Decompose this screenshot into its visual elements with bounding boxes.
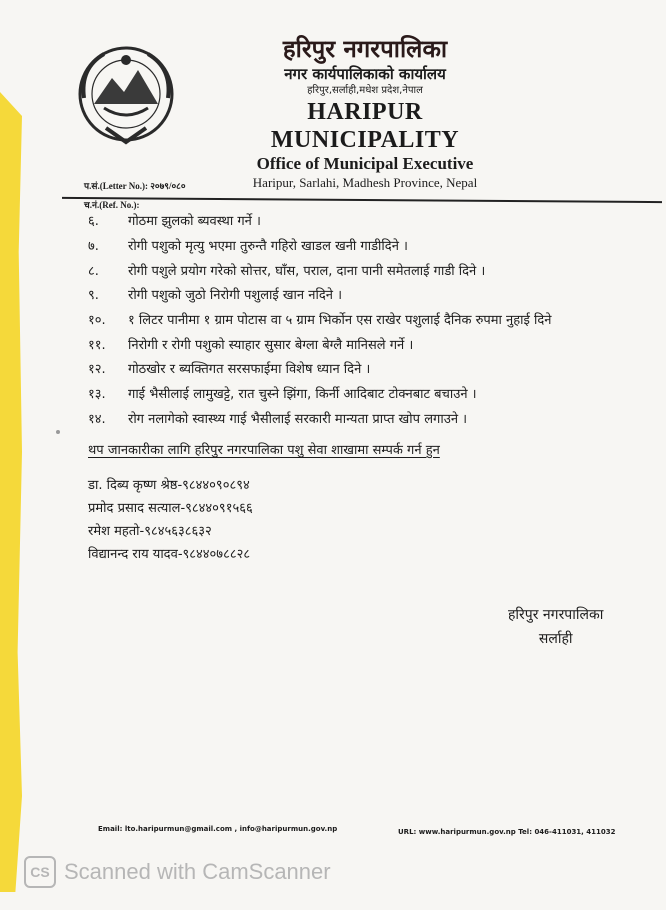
address-np: हरिपुर,सर्लाही,मधेश प्रदेश,नेपाल [307, 85, 423, 96]
list-item-text: गोठखोर र ब्यक्तिगत सरसफाईमा विशेष ध्यान दिने । [128, 362, 371, 378]
contact-entry: विद्यानन्द राय यादव-९८४४०७८८२८ [88, 547, 251, 562]
list-item-number: ६. [88, 214, 99, 230]
letterhead [210, 34, 520, 191]
list-item [88, 331, 648, 356]
list-item [88, 307, 648, 332]
list-item-text: १ लिटर पानीमा १ ग्राम पोटास वा ५ ग्राम भिर्कोन एस राखेर पशुलाई दैनिक रुपमा नुहाई दिने [128, 313, 552, 329]
list-item-text: रोगी पशुले प्रयोग गरेको सोत्तर, घाँस, पराल, दाना पानी समेतलाई गाडी दिने । [128, 263, 486, 279]
camscanner-watermark [24, 856, 331, 888]
reference-number: च.नं.(Ref. No.): [84, 200, 140, 210]
municipality-name-np: हरिपुर नगरपालिका [282, 35, 448, 63]
instruction-list [88, 208, 648, 430]
letter-number: प.सं.(Letter No.): २०७९/०८० [84, 181, 186, 191]
camscanner-logo-icon: CS [24, 856, 56, 888]
list-item [88, 381, 648, 406]
yellow-paper-edge [0, 92, 22, 892]
contact-entry: रमेश महतो-९८४५६३८६३२ [88, 524, 212, 539]
list-item-number: १०. [88, 313, 106, 329]
signature-line-1: हरिपुर नगरपालिका [508, 607, 604, 623]
list-item [88, 233, 648, 258]
list-item-number: १२. [88, 362, 106, 378]
address-en: Haripur, Sarlahi, Madhesh Province, Nepal [252, 175, 478, 190]
list-item-number: ७. [88, 239, 99, 255]
footer-url: URL: www.haripurmun.gov.np Tel: 046-411031, 411032 [398, 828, 616, 836]
list-item-text: रोगी पशुको जुठो निरोगी पशुलाई खान नदिने । [128, 288, 343, 304]
list-item [88, 356, 648, 381]
list-item [88, 257, 648, 282]
footer-email: Email: lto.haripurmun@gmail.com , info@haripurmun.gov.np [98, 825, 338, 833]
list-item-number: ९. [88, 288, 99, 304]
signature-line-2: सर्लाही [538, 631, 573, 647]
list-item-text: रोगी पशुको मृत्यु भएमा तुरुन्तै गहिरो खाडल खनी गाडीदिने । [128, 239, 408, 255]
list-item-text: रोग नलागेको स्वास्थ्य गाई भैसीलाई सरकारी मान्यता प्राप्त खोप लगाउने । [128, 411, 468, 427]
municipality-name-en: HARIPUR MUNICIPALITY [270, 99, 460, 153]
watermark-text: Scanned with CamScanner [64, 859, 331, 884]
contact-list [88, 474, 253, 566]
list-item [88, 282, 648, 307]
scan-mark [56, 430, 60, 434]
list-item-number: ११. [88, 337, 106, 353]
list-item-number: ८. [88, 263, 99, 279]
office-name-en: Office of Municipal Executive [256, 154, 474, 173]
nepal-emblem-icon [70, 38, 182, 150]
contact-entry: डा. दिब्य कृष्ण श्रेष्ठ-९८४४०९०८९४ [88, 478, 250, 493]
office-name-np: नगर कार्यपालिकाको कार्यालय [284, 65, 446, 83]
list-item-number: १४. [88, 411, 106, 427]
list-item-number: १३. [88, 387, 106, 403]
signature-block [508, 603, 603, 651]
list-item [88, 406, 648, 431]
contact-entry: प्रमोद प्रसाद सत्याल-९८४४०९१५६६ [88, 501, 253, 516]
list-item [88, 208, 648, 233]
list-item-text: गोठमा झुलको ब्यवस्था गर्ने । [128, 214, 261, 230]
contact-heading: थप जानकारीका लागि हरिपुर नगरपालिका पशु सेवा शाखामा सम्पर्क गर्न हुन [88, 443, 440, 458]
list-item-text: गाई भैसीलाई लामुखट्टे, रात चुस्ने झिंगा, किर्नी आदिबाट टोक्नबाट बचाउने । [128, 387, 477, 403]
list-item-text: निरोगी र रोगी पशुको स्याहार सुसार बेग्ला बेग्लै मानिसले गर्ने । [128, 337, 414, 353]
